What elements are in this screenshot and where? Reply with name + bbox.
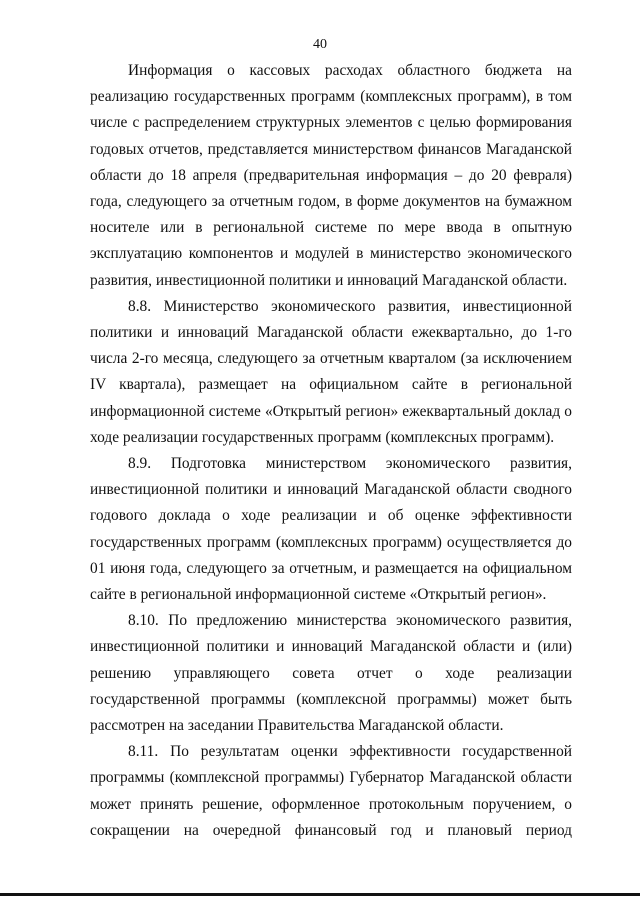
paragraph-8-9: 8.9. Подготовка министерством экономического развития, инвестиционной политики и инноваций Магаданской области сводного годового доклада о ходе реализации и об оценке эффективности государственных программ (комплексных программ) осуществляется до 01 июня года, следующего за отчетным, и размещается на официальном сайте в региональной информационной системе «Открытый регион». — [90, 455, 572, 604]
paragraph-cash-expenses-info: Информация о кассовых расходах областного бюджета на реализацию государственных программ (комплексных программ), в том числе с распределением структурных элементов с целью формирования годовых отчетов, представляется министерством финансов Магаданской области до 18 апреля (предварительная информация – до 20 февраля) года, следующего за отчетным годом, в форме документов на бумажном носителе или в региональной системе по мере ввода в опытную эксплуатацию компонентов и модулей в министерство экономического развития, инвестиционной политики и инноваций Магаданской области. — [90, 62, 572, 289]
document-body — [90, 58, 572, 844]
paragraph-8-8: 8.8. Министерство экономического развития, инвестиционной политики и инноваций Магаданской области ежеквартально, до 1-го числа 2-го месяца, следующего за отчетным кварталом (за исключением IV квартала), размещает на официальном сайте в региональной информационной системе «Открытый регион» ежеквартальный доклад о ходе реализации государственных программ (комплексных программ). — [90, 297, 572, 446]
bottom-margin — [0, 896, 640, 905]
paragraph-8-11: 8.11. По результатам оценки эффективности государственной программы (комплексной программы) Губернатор Магаданской области может принять решение, оформленное протокольным поручением, о сокращении на очередной финансовый год и плановый период — [90, 743, 572, 839]
page-number: 40 — [313, 37, 327, 52]
paragraph-8-10: 8.10. По предложению министерства экономического развития, инвестиционной политики и инноваций Магаданской области и (или) решению управляющего совета отчет о ходе реализации государственной программы (комплексной программы) может быть рассмотрен на заседании Правительства Магаданской области. — [90, 612, 572, 735]
